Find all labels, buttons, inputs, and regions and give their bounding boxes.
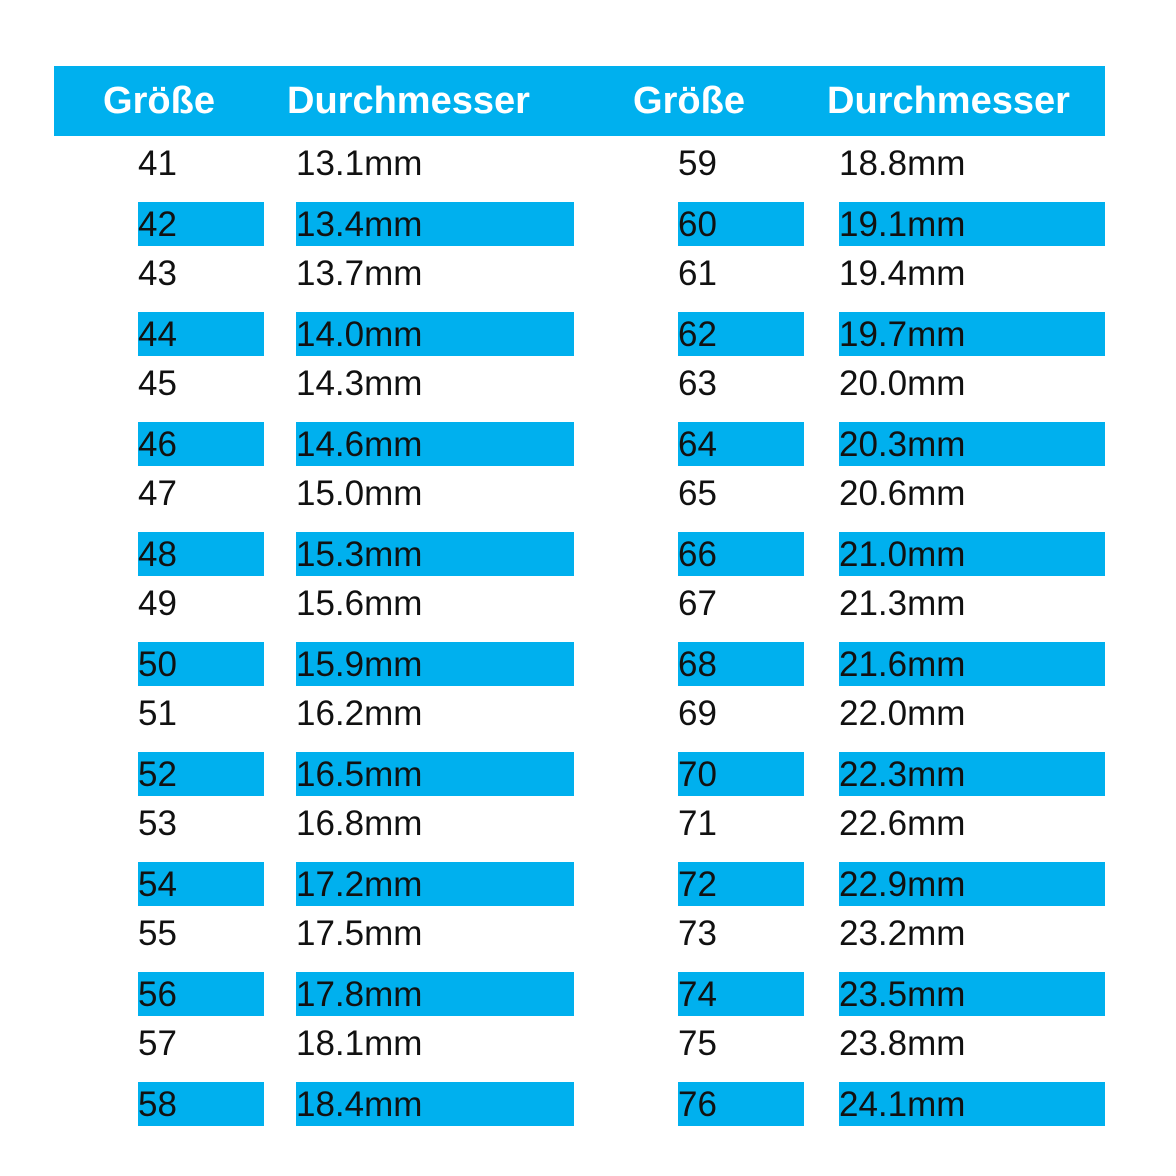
table-row [54,851,1105,906]
table-row [54,136,1105,191]
size-left-cell: 52 [54,741,264,796]
header-diameter-left: Durchmesser [287,79,530,122]
size-right-cell: 62 [574,301,804,356]
size-left-cell: 51 [138,694,177,733]
size-left-cell: 54 [54,851,264,906]
size-right-cell: 71 [678,804,717,843]
size-right-cell: 72 [574,851,804,906]
size-right-cell: 75 [678,1024,717,1063]
size-left-cell: 48 [54,521,264,576]
size-right-cell: 65 [678,474,717,513]
diameter-right-cell: 22.3mm [804,741,1105,796]
table-row [54,906,1105,961]
diameter-left-cell: 13.1mm [296,144,423,183]
size-right-cell: 64 [574,411,804,466]
diameter-right-cell: 22.6mm [839,804,966,843]
table-row [54,576,1105,631]
size-right-cell: 73 [678,914,717,953]
table-row [54,246,1105,301]
diameter-left-cell: 15.6mm [296,584,423,623]
diameter-right-cell: 21.3mm [839,584,966,623]
diameter-left-cell: 13.7mm [296,254,423,293]
header-size-right: Größe [633,79,745,122]
diameter-left-cell: 15.3mm [264,521,574,576]
diameter-right-cell: 21.0mm [804,521,1105,576]
diameter-left-cell: 18.1mm [296,1024,423,1063]
table-row [54,1016,1105,1071]
diameter-right-cell: 22.9mm [804,851,1105,906]
size-right-cell: 60 [574,191,804,246]
size-left-cell: 49 [138,584,177,623]
table-row [54,686,1105,741]
size-right-cell: 66 [574,521,804,576]
header-diameter-right: Durchmesser [827,79,1070,122]
diameter-left-cell: 17.5mm [296,914,423,953]
diameter-right-cell: 23.5mm [804,961,1105,1016]
size-left-cell: 58 [54,1071,264,1126]
size-right-cell: 70 [574,741,804,796]
table-row [54,301,1105,356]
diameter-left-cell: 17.2mm [264,851,574,906]
size-left-cell: 47 [138,474,177,513]
ring-size-table [54,66,1105,1126]
size-left-cell: 55 [138,914,177,953]
diameter-left-cell: 15.9mm [264,631,574,686]
table-row [54,741,1105,796]
diameter-left-cell: 16.8mm [296,804,423,843]
size-right-cell: 68 [574,631,804,686]
diameter-left-cell: 14.3mm [296,364,423,403]
diameter-right-cell: 20.6mm [839,474,966,513]
size-left-cell: 46 [54,411,264,466]
table-row [54,521,1105,576]
size-right-cell: 69 [678,694,717,733]
diameter-right-cell: 19.4mm [839,254,966,293]
diameter-right-cell: 22.0mm [839,694,966,733]
size-left-cell: 44 [54,301,264,356]
table-body [54,136,1105,1126]
diameter-left-cell: 17.8mm [264,961,574,1016]
diameter-right-cell: 20.3mm [804,411,1105,466]
size-right-cell: 61 [678,254,717,293]
table-row [54,191,1105,246]
diameter-right-cell: 20.0mm [839,364,966,403]
size-left-cell: 42 [54,191,264,246]
size-right-cell: 63 [678,364,717,403]
table-row [54,796,1105,851]
size-left-cell: 41 [138,144,177,183]
table-row [54,356,1105,411]
table-row [54,961,1105,1016]
diameter-right-cell: 24.1mm [804,1071,1105,1126]
size-left-cell: 56 [54,961,264,1016]
size-left-cell: 57 [138,1024,177,1063]
table-row [54,1071,1105,1126]
diameter-left-cell: 15.0mm [296,474,423,513]
table-row [54,411,1105,466]
size-right-cell: 59 [678,144,717,183]
header-size-left: Größe [103,79,215,122]
diameter-left-cell: 18.4mm [264,1071,574,1126]
diameter-right-cell: 19.7mm [804,301,1105,356]
size-left-cell: 45 [138,364,177,403]
diameter-right-cell: 18.8mm [839,144,966,183]
size-left-cell: 50 [54,631,264,686]
diameter-right-cell: 19.1mm [804,191,1105,246]
diameter-right-cell: 23.2mm [839,914,966,953]
size-right-cell: 67 [678,584,717,623]
size-right-cell: 74 [574,961,804,1016]
diameter-right-cell: 21.6mm [804,631,1105,686]
diameter-left-cell: 13.4mm [264,191,574,246]
table-row [54,631,1105,686]
header-row [54,66,1105,136]
size-left-cell: 43 [138,254,177,293]
diameter-left-cell: 14.0mm [264,301,574,356]
table-row [54,466,1105,521]
diameter-left-cell: 16.2mm [296,694,423,733]
diameter-right-cell: 23.8mm [839,1024,966,1063]
size-right-cell: 76 [574,1071,804,1126]
diameter-left-cell: 16.5mm [264,741,574,796]
size-left-cell: 53 [138,804,177,843]
table-header [54,66,1105,136]
diameter-left-cell: 14.6mm [264,411,574,466]
